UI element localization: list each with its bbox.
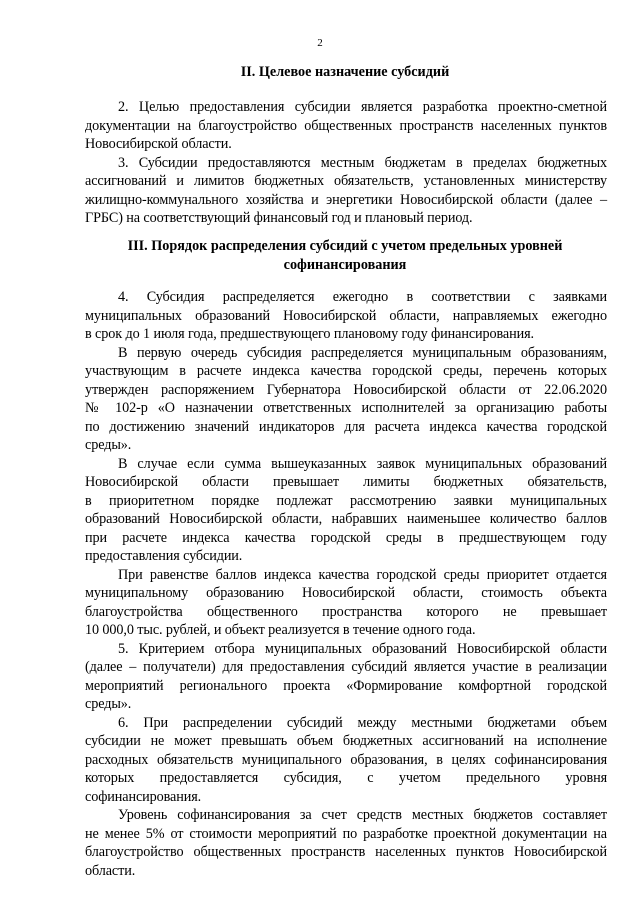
- paragraph-line: Уровень софинансирования за счет средств местных бюджетов составляет: [118, 807, 607, 823]
- paragraph-line: утвержден распоряжением Губернатора Новосибирской области от 22.06.2020: [85, 381, 607, 398]
- paragraph-line: жилищно-коммунального хозяйства и энергетики Новосибирской области (далее –: [85, 191, 607, 208]
- paragraph-line: ассигнований и лимитов бюджетных обязательств, установленных министерству: [85, 173, 607, 189]
- section-3-title-line-1: III. Порядок распределения субсидий с учетом предельных уровней: [127, 238, 563, 254]
- section-2-title: II. Целевое назначение субсидий: [240, 64, 450, 80]
- paragraph-line: участвующим в расчете индекса качества городской среды, перечень которых: [85, 363, 607, 379]
- paragraph-line: в срок до 1 июля года, предшествующего плановому году финансирования.: [85, 326, 534, 342]
- paragraph-line: 4. Субсидия распределяется ежегодно в соответствии с заявками: [118, 289, 607, 305]
- paragraph-line: При равенстве баллов индекса качества городской среды приоритет отдается: [118, 566, 607, 583]
- section-3-title-line-2: софинансирования: [283, 256, 407, 273]
- paragraph-line: образований Новосибирской области, набравших наименьшее количество баллов: [85, 511, 607, 527]
- paragraph-line: благоустройства общественного пространства которого не превышает: [85, 603, 607, 620]
- paragraph-line: субсидии не может превышать объем бюджетных ассигнований на исполнение: [85, 733, 607, 749]
- paragraph-line: ГРБС) на соответствующий финансовый год и плановый период.: [85, 210, 473, 226]
- paragraph-line: 10 000,0 тыс. рублей, и объект реализуется в течение одного года.: [85, 622, 476, 638]
- paragraph-line: Новосибирской области.: [85, 136, 232, 152]
- paragraph-line: В первую очередь субсидия распределяется муниципальным образованиям,: [118, 344, 607, 361]
- page-number: 2: [317, 37, 323, 49]
- paragraph-line: мероприятий регионального проекта «Формирование комфортной городской: [85, 677, 607, 694]
- paragraph-line: по достижению значений индикаторов для расчета индекса качества городской: [85, 418, 607, 435]
- paragraph-line: (далее – получатели) для предоставления субсидий является участие в реализации: [85, 659, 607, 675]
- paragraph-line: Новосибирской области превышает лимиты бюджетных обязательств,: [85, 474, 607, 490]
- paragraph-line: 3. Субсидии предоставляются местным бюджетам в пределах бюджетных: [118, 154, 607, 171]
- paragraph-line: 5. Критерием отбора муниципальных образований Новосибирской области: [118, 640, 607, 657]
- paragraph-line: среды».: [85, 437, 132, 453]
- paragraph-line: В случае если сумма вышеуказанных заявок муниципальных образований: [118, 455, 607, 472]
- paragraph-line: не менее 5% от стоимости мероприятий по разработке проектной документации на: [85, 825, 607, 842]
- paragraph-line: документации на благоустройство общественных пространств населенных пунктов: [85, 117, 607, 134]
- paragraph-line: софинансирования.: [85, 788, 202, 805]
- paragraph-line: среды».: [85, 696, 132, 712]
- paragraph-line: расходных обязательств муниципального образования, в целях софинансирования: [85, 751, 607, 768]
- paragraph-line: 6. При распределении субсидий между местными бюджетами объем: [118, 714, 607, 731]
- paragraph-line: в приоритетном порядке подлежат рассмотрению заявки муниципальных: [85, 492, 607, 509]
- paragraph-line: предоставления субсидии.: [85, 548, 243, 564]
- paragraph-line: № 102-р «О назначении ответственных исполнителей за организацию работы: [85, 400, 607, 416]
- paragraph-line: при расчете индекса качества городской среды в предшествующем году: [85, 529, 607, 546]
- paragraph-line: области.: [85, 862, 136, 879]
- paragraph-line: благоустройство общественных пространств населенных пунктов Новосибирской: [85, 844, 607, 860]
- paragraph-line: муниципальных образований Новосибирской области, направляемых ежегодно: [85, 307, 607, 324]
- paragraph-line: которых предоставляется субсидия, с учетом предельного уровня: [85, 770, 607, 786]
- paragraph-line: 2. Целью предоставления субсидии является разработка проектно-сметной: [118, 99, 607, 115]
- paragraph-line: муниципальному образованию Новосибирской области, стоимость объекта: [85, 585, 607, 601]
